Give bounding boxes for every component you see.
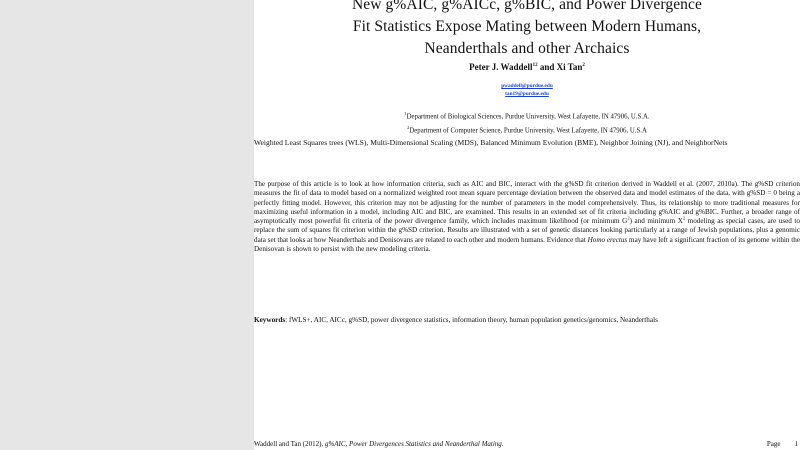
keywords-text: : fWLS+, AIC, AICc, g%SD, power divergence statistics, information theory, human population genetics/genomics, Neanderthals xyxy=(285,316,658,324)
author-list xyxy=(254,62,800,72)
author-name: Peter J. Waddell xyxy=(469,62,533,72)
title-line: New g%AIC, g%AICc, g%BIC, and Power Divergence xyxy=(352,0,702,13)
superscript: 2 xyxy=(682,215,686,221)
affiliation-mark: 2 xyxy=(407,125,410,131)
species-name: Homo erectus xyxy=(587,235,628,244)
email-link[interactable]: tan19@purdue.edu xyxy=(505,91,549,97)
author-name: Xi Tan xyxy=(556,62,583,72)
keywords-label: Keywords xyxy=(254,316,286,324)
page-footer xyxy=(254,439,800,450)
page-number: 1 xyxy=(794,440,798,448)
email-list xyxy=(254,82,800,98)
abstract xyxy=(254,180,800,254)
keywords xyxy=(254,314,800,327)
affiliation-mark: 1 xyxy=(404,111,407,116)
author-affiliation-mark: 12 xyxy=(532,63,538,68)
author-affiliation-mark: 2 xyxy=(582,63,585,68)
abstract-text: may have left a significant fraction of its genome within the Denisovan is shown to persist with the new modeling criteria. xyxy=(254,235,800,254)
affiliation-line xyxy=(254,122,800,136)
subject-terms: Weighted Least Squares trees (WLS), Multi-Dimensional Scaling (MDS), Balanced Minimum Evolution (BME), Neighbor Joining (NJ), and NeighborNets xyxy=(254,138,728,147)
affiliation-list xyxy=(254,108,800,137)
footer-citation-title: g%AIC, Power Divergences Statistics and Neanderthal Mating. xyxy=(324,440,504,448)
affiliation-text: Department of Biological Sciences, Purdue University, West Lafayette, IN 47906, U.S.A. xyxy=(406,113,650,121)
footer-citation xyxy=(254,439,504,450)
superscript: 2 xyxy=(627,215,630,221)
document-page[interactable] xyxy=(254,0,800,450)
abstract-text: modeling as special cases, are used to replace the sum of squares fit criterion within the g%SD criterion. Results are illustrated with a set of genetic distances looking particularly at a range of Jewish populations, plus a genomic data set that looks at how Neanderthals and Denisovans are related to each other and modern humans. Evidence that xyxy=(254,217,800,244)
abstract-text: The purpose of this article is to look at how information criteria, such as AIC and BIC, interact with the g%SD fit criterion derived in Waddell et al. (2007, 2010a). The g%SD criterion measures the fit of data to model based on a normalized weighted root mean square percentage deviation between the observed data and model estimates of the data, with g%SD = 0 being a perfectly fitting model. However, this criterion may not be adjusting for the number of parameters in the model comprehensively. Thus, its relationship to more traditional measures for maximizing useful information in a model, including AIC and BIC, are examined. This results in an extended set of fit criteria including g%AIC and g%BIC. Further, a broader range of asymptotically most powerful fit criteria of the power divergence family, which includes maximum likelihood (or minimum G xyxy=(254,180,800,226)
author-connector: and xyxy=(537,62,557,72)
email-link[interactable]: pwaddell@purdue.edu xyxy=(501,83,553,89)
page-number-block xyxy=(767,439,798,450)
affiliation-line xyxy=(254,108,800,122)
page-label: Page xyxy=(766,440,781,448)
affiliation-text: Department of Computer Science, Purdue University, West Lafayette, IN 47906, U.S.A xyxy=(409,127,647,135)
title-line: Fit Statistics Expose Mating between Modern Humans, xyxy=(352,18,702,35)
paper-title xyxy=(254,0,800,60)
abstract-text: ) and minimum X xyxy=(629,217,683,226)
footer-citation-authors: Waddell and Tan (2012), xyxy=(254,440,324,448)
title-line: Neanderthals and other Archaics xyxy=(424,40,630,57)
